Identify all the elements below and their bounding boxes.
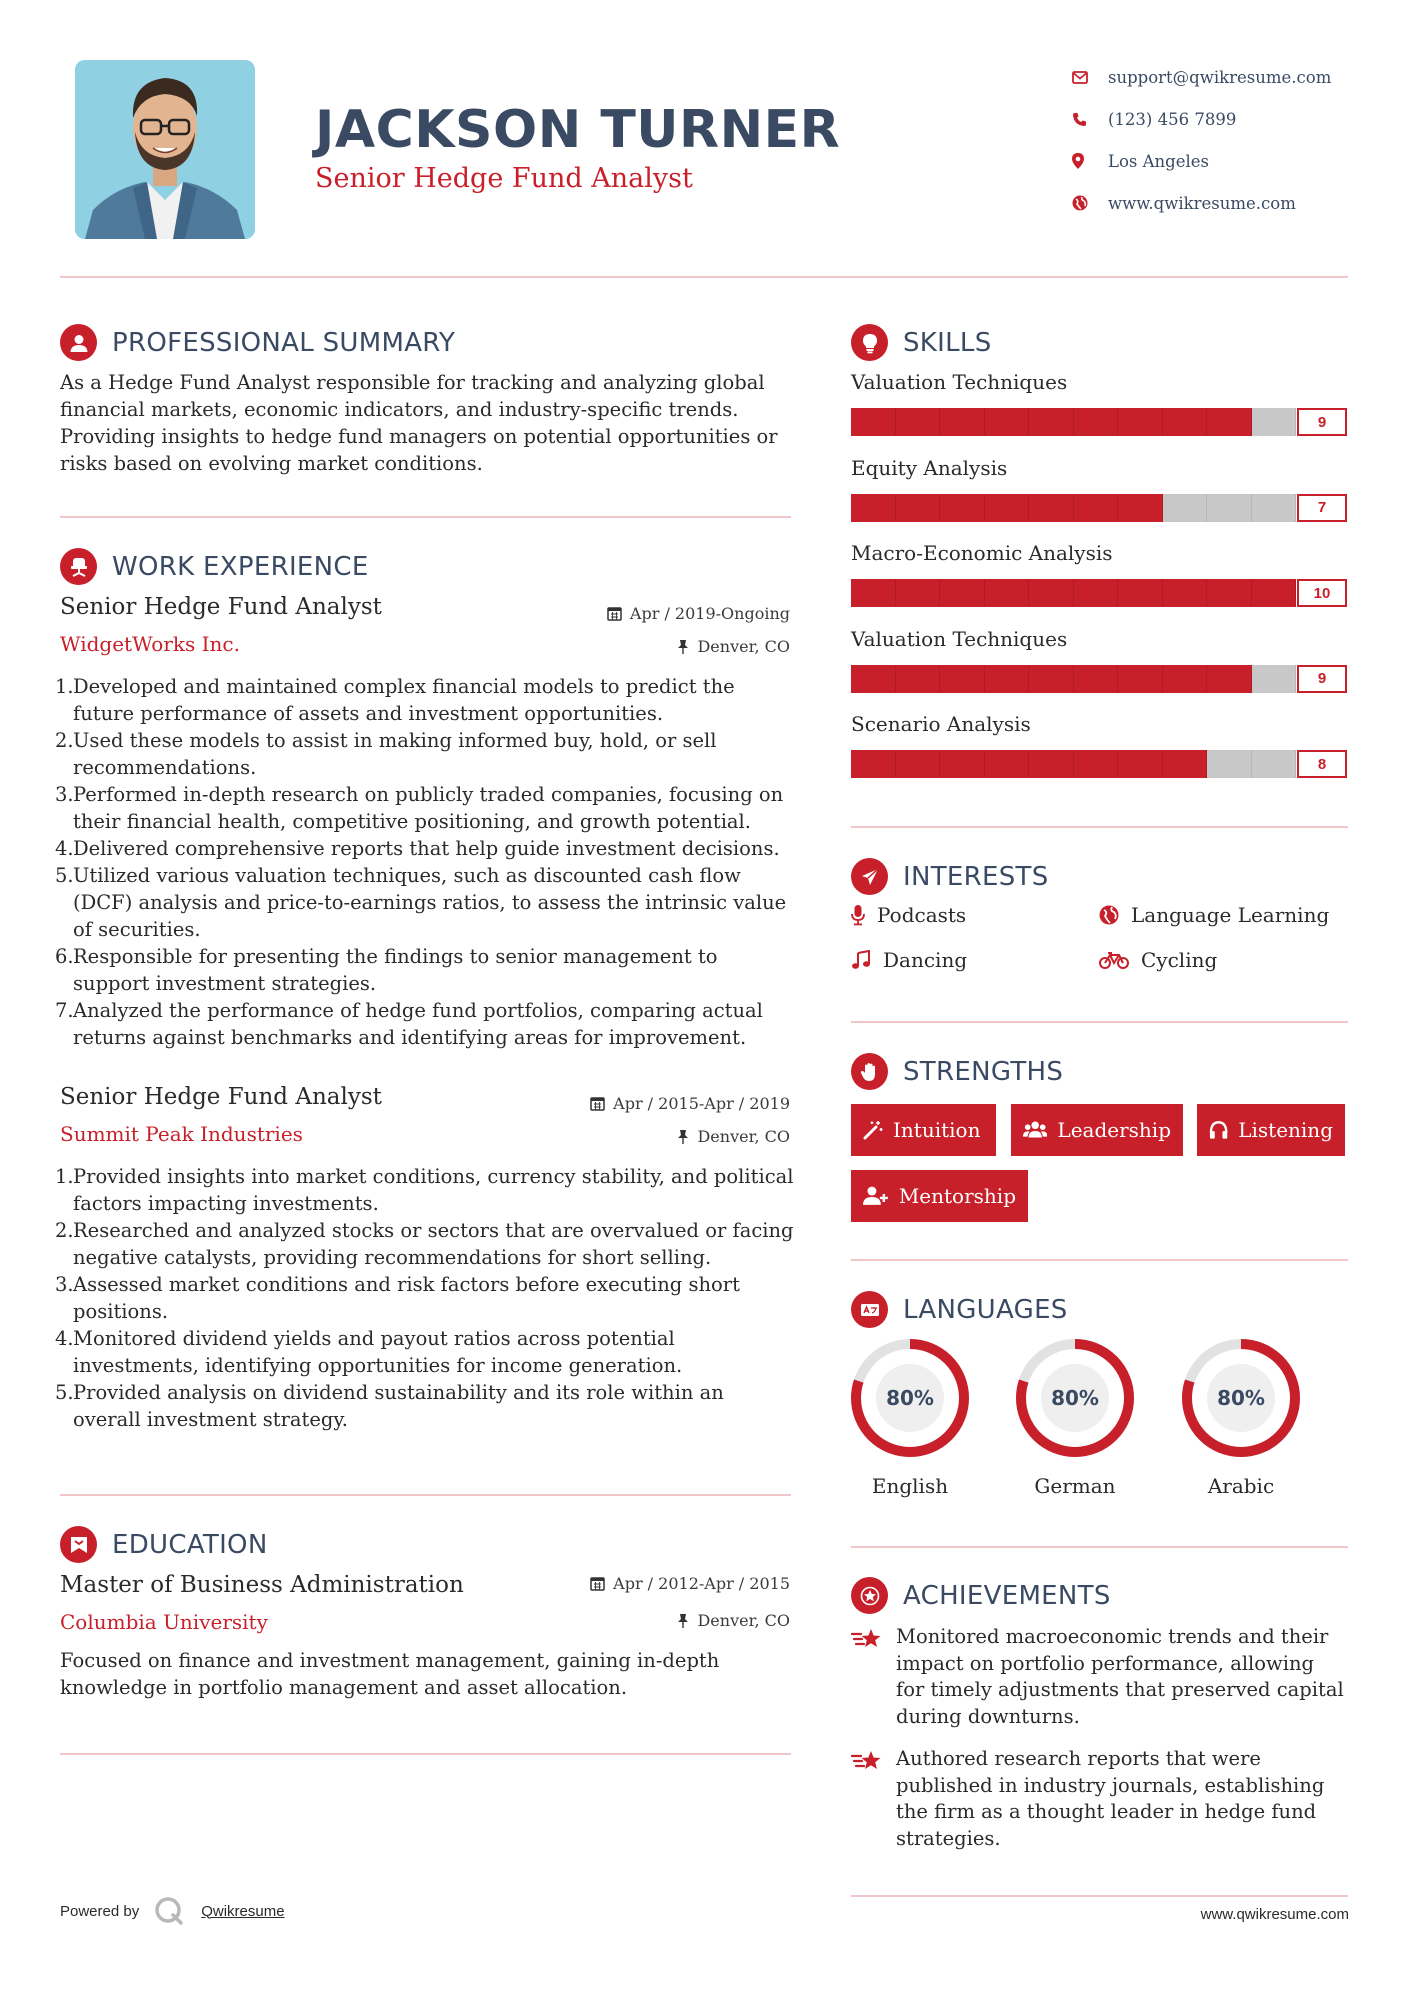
interests-heading: INTERESTS	[903, 861, 1049, 892]
skill-label: Valuation Techniques	[851, 626, 1068, 651]
bicycle-icon	[1099, 950, 1129, 970]
strengths-header	[851, 1053, 1063, 1090]
education-header	[60, 1526, 268, 1563]
skill-bar-track	[851, 494, 1296, 522]
skill-segment-empty	[1252, 665, 1297, 693]
microphone-icon	[851, 904, 865, 926]
skill-segment-filled	[985, 579, 1030, 607]
user-plus-icon	[863, 1186, 889, 1206]
qwikresume-logo-icon	[153, 1896, 187, 1926]
skill-bar	[851, 665, 1347, 693]
interests-divider	[851, 1021, 1348, 1023]
list-item: 5. Utilized various valuation techniques, such as discounted cash flow (DCF) analysis and price-to-earnings ratios, to assess the intrinsic value of securities.	[55, 864, 787, 941]
job-1-company: WidgetWorks Inc.	[60, 632, 240, 656]
skill-segment-filled	[940, 408, 985, 436]
skill-segment-filled	[851, 750, 896, 778]
skill-segment-empty	[1252, 494, 1297, 522]
skill-bar-track	[851, 665, 1296, 693]
star-badge-icon	[851, 1577, 888, 1614]
language-ring	[848, 1336, 972, 1460]
education-location-text: Denver, CO	[697, 1611, 790, 1630]
strengths-heading: STRENGTHS	[903, 1056, 1064, 1087]
language-percent: 80%	[886, 1386, 934, 1410]
map-pin-icon	[1072, 153, 1108, 169]
education-divider	[60, 1753, 791, 1755]
profile-photo	[75, 60, 255, 239]
calendar-icon	[590, 1576, 605, 1591]
skill-segment-filled	[985, 665, 1030, 693]
skill-bar	[851, 494, 1347, 522]
skill-segment-filled	[1207, 579, 1252, 607]
interest-label: Cycling	[1141, 948, 1218, 972]
skill-segment-filled	[1118, 408, 1163, 436]
skill-segment-filled	[1118, 750, 1163, 778]
experience-divider	[60, 1494, 791, 1496]
interest-dancing	[851, 948, 967, 972]
skill-score: 7	[1297, 494, 1347, 522]
achievement-item	[851, 1746, 1351, 1852]
interest-label: Podcasts	[877, 903, 967, 927]
contact-phone[interactable]	[1072, 98, 1372, 140]
job-1-dates-text: Apr / 2019-Ongoing	[629, 604, 790, 623]
summary-text: As a Hedge Fund Analyst responsible for tracking and analyzing global financial markets, economic indicators, and industry-specific trends. Providing insights to hedge fund managers on potential opportunities or risks based on evolving market conditions.	[60, 371, 778, 475]
language-percent: 80%	[1051, 1386, 1099, 1410]
skill-score: 9	[1297, 665, 1347, 693]
candidate-title: Senior Hedge Fund Analyst	[315, 163, 693, 194]
interest-label: Language Learning	[1131, 903, 1330, 927]
job-1-bullets	[55, 673, 795, 1051]
job-1-title: Senior Hedge Fund Analyst	[60, 594, 382, 620]
interests-header	[851, 858, 1049, 895]
achievements-header	[851, 1577, 1111, 1614]
skills-divider	[851, 826, 1348, 828]
job-2-dates-text: Apr / 2015-Apr / 2019	[613, 1094, 790, 1113]
list-item: 4. Delivered comprehensive reports that help guide investment decisions.	[55, 837, 780, 860]
globe-icon	[1099, 905, 1119, 925]
skill-segment-filled	[1207, 408, 1252, 436]
skill-segment-filled	[940, 579, 985, 607]
interest-language-learning	[1099, 903, 1329, 927]
interest-label: Dancing	[883, 948, 968, 972]
job-2-title: Senior Hedge Fund Analyst	[60, 1084, 382, 1110]
skill-segment-filled	[896, 494, 941, 522]
calendar-icon	[590, 1096, 605, 1111]
skill-score: 10	[1297, 579, 1347, 607]
contact-website-text: www.qwikresume.com	[1108, 193, 1296, 213]
skill-segment-filled	[851, 408, 896, 436]
job-1-location-text: Denver, CO	[697, 637, 790, 656]
language-name: English	[871, 1474, 949, 1498]
list-item: 1. Developed and maintained complex financial models to predict the future performance of assets and investment opportunities.	[55, 675, 735, 725]
language-icon	[851, 1291, 888, 1328]
skill-segment-filled	[1074, 408, 1119, 436]
interest-cycling	[1099, 948, 1217, 972]
footer-site[interactable]: www.qwikresume.com	[1200, 1906, 1349, 1923]
language-name: German	[1034, 1474, 1116, 1498]
skill-label: Equity Analysis	[851, 455, 1008, 480]
contact-phone-text: (123) 456 7899	[1108, 109, 1237, 129]
skill-segment-filled	[1029, 665, 1074, 693]
skill-segment-filled	[940, 665, 985, 693]
job-1-location	[677, 637, 790, 656]
job-2-bullets	[55, 1163, 795, 1433]
language-ring	[1013, 1336, 1137, 1460]
skill-segment-filled	[1074, 665, 1119, 693]
skill-segment-empty	[1163, 494, 1208, 522]
strength-leadership	[1011, 1104, 1183, 1156]
skill-score: 9	[1297, 408, 1347, 436]
strength-label: Leadership	[1057, 1118, 1171, 1142]
contact-location	[1072, 140, 1372, 182]
skill-segment-filled	[1118, 665, 1163, 693]
skill-segment-filled	[1163, 750, 1208, 778]
summary-header	[60, 324, 455, 361]
skill-segment-filled	[1029, 579, 1074, 607]
strength-label: Mentorship	[898, 1184, 1016, 1208]
skill-bar-track	[851, 750, 1296, 778]
job-1-dates	[607, 604, 790, 623]
list-item: 6. Responsible for presenting the findings to senior management to support investment strategies.	[55, 945, 718, 995]
achievement-text: Authored research reports that were published in industry journals, establishing the firm as a thought leader in hedge fund strategies.	[896, 1747, 1325, 1850]
skill-segment-filled	[1029, 494, 1074, 522]
education-dates-text: Apr / 2012-Apr / 2015	[613, 1574, 790, 1593]
education-school: Columbia University	[60, 1610, 268, 1634]
envelope-icon	[1072, 71, 1108, 84]
skill-segment-filled	[1074, 494, 1119, 522]
language-ring	[1179, 1336, 1303, 1460]
skills-heading: SKILLS	[903, 327, 992, 358]
education-location	[677, 1611, 790, 1630]
list-item: 2. Researched and analyzed stocks or sectors that are overvalued or facing negative catalysts, providing recommendations for short selling.	[55, 1219, 794, 1269]
skill-segment-filled	[896, 665, 941, 693]
hand-icon	[851, 1053, 888, 1090]
contact-list	[1072, 56, 1372, 224]
skill-segment-empty	[1207, 750, 1252, 778]
magic-wand-icon	[863, 1120, 883, 1140]
achievements-divider	[851, 1895, 1348, 1897]
language-item	[1179, 1336, 1303, 1498]
job-2-location-text: Denver, CO	[697, 1127, 790, 1146]
job-2-company: Summit Peak Industries	[60, 1122, 303, 1146]
user-circle-icon	[60, 324, 97, 361]
skill-label: Macro-Economic Analysis	[851, 541, 1113, 565]
skill-score: 8	[1297, 750, 1347, 778]
experience-heading: WORK EXPERIENCE	[112, 551, 369, 582]
paper-plane-icon	[851, 858, 888, 895]
skill-segment-filled	[985, 408, 1030, 436]
powered-by-text: Powered by	[60, 1902, 140, 1920]
skill-segment-filled	[1029, 408, 1074, 436]
list-item: 1. Provided insights into market conditions, currency stability, and political factors impacting investments.	[55, 1165, 794, 1215]
skill-segment-filled	[1163, 579, 1208, 607]
achievement-text: Monitored macroeconomic trends and their impact on portfolio performance, allowing for timely adjustments that preserved capital during downturns.	[896, 1625, 1344, 1728]
strength-intuition	[851, 1104, 996, 1156]
skill-segment-empty	[1207, 494, 1252, 522]
skill-segment-filled	[1163, 408, 1208, 436]
skill-segment-filled	[1252, 579, 1297, 607]
education-heading: EDUCATION	[112, 1529, 268, 1560]
achievement-item	[851, 1624, 1351, 1730]
skill-segment-filled	[1074, 750, 1119, 778]
skill-segment-filled	[851, 665, 896, 693]
strengths-divider	[851, 1259, 1348, 1261]
candidate-name: JACKSON TURNER	[315, 100, 841, 160]
skill-segment-filled	[896, 579, 941, 607]
graduation-icon	[60, 1526, 97, 1563]
language-percent: 80%	[1217, 1386, 1265, 1410]
pushpin-icon	[677, 639, 689, 654]
skill-segment-filled	[1207, 665, 1252, 693]
strength-label: Listening	[1238, 1118, 1333, 1142]
job-2-dates	[590, 1094, 790, 1113]
strength-mentorship	[851, 1170, 1028, 1222]
languages-heading: LANGUAGES	[903, 1294, 1068, 1325]
interest-podcasts	[851, 903, 966, 927]
pushpin-icon	[677, 1613, 689, 1628]
summary-heading: PROFESSIONAL SUMMARY	[112, 327, 456, 358]
shooting-star-icon	[851, 1746, 884, 1852]
footer-powered-by	[60, 1896, 285, 1926]
skill-segment-filled	[940, 494, 985, 522]
skill-segment-filled	[940, 750, 985, 778]
experience-header	[60, 548, 369, 585]
language-item	[848, 1336, 972, 1498]
skill-segment-filled	[985, 750, 1030, 778]
contact-email-text: support@qwikresume.com	[1108, 67, 1332, 87]
summary-divider	[60, 516, 791, 518]
skill-segment-filled	[1163, 665, 1208, 693]
users-icon	[1023, 1120, 1047, 1140]
skill-label: Valuation Techniques	[851, 370, 1068, 394]
strength-listening	[1197, 1104, 1345, 1156]
skill-bar	[851, 750, 1347, 778]
skill-bar	[851, 579, 1347, 607]
education-text: Focused on finance and investment management, gaining in-depth knowledge in portfolio management and asset allocation.	[60, 1649, 720, 1699]
shooting-star-icon	[851, 1624, 884, 1730]
skills-header	[851, 324, 992, 361]
list-item: 2. Used these models to assist in making informed buy, hold, or sell recommendations.	[55, 729, 717, 779]
pushpin-icon	[677, 1129, 689, 1144]
globe-icon	[1072, 195, 1108, 211]
skill-segment-empty	[1252, 750, 1297, 778]
skill-bar-track	[851, 579, 1296, 607]
skill-segment-empty	[1252, 408, 1297, 436]
languages-header	[851, 1291, 1068, 1328]
job-2-location	[677, 1127, 790, 1146]
list-item: 7. Analyzed the performance of hedge fund portfolios, comparing actual returns against benchmarks and identifying areas for improvement.	[55, 999, 763, 1049]
achievements-heading: ACHIEVEMENTS	[903, 1580, 1111, 1611]
skill-segment-filled	[1029, 750, 1074, 778]
skill-segment-filled	[896, 750, 941, 778]
skill-segment-filled	[896, 408, 941, 436]
strength-label: Intuition	[893, 1118, 981, 1142]
skill-segment-filled	[1074, 579, 1119, 607]
language-name: Arabic	[1207, 1474, 1275, 1498]
skill-label: Scenario Analysis	[851, 712, 1031, 736]
language-item	[1013, 1336, 1137, 1498]
calendar-icon	[607, 606, 622, 621]
list-item: 5. Provided analysis on dividend sustainability and its role within an overall investment strategy.	[55, 1381, 724, 1431]
list-item: 3. Assessed market conditions and risk factors before executing short positions.	[55, 1273, 740, 1323]
education-dates	[590, 1574, 790, 1593]
qwikresume-link[interactable]: Qwikresume	[201, 1902, 285, 1920]
skill-segment-filled	[1118, 579, 1163, 607]
headphones-icon	[1209, 1120, 1228, 1140]
skill-segment-filled	[1118, 494, 1163, 522]
contact-website[interactable]	[1072, 182, 1372, 224]
skill-segment-filled	[851, 579, 896, 607]
education-degree: Master of Business Administration	[60, 1572, 464, 1598]
list-item: 4. Monitored dividend yields and payout ratios across potential investments, identifying opportunities for income generation.	[55, 1327, 683, 1377]
music-note-icon	[851, 950, 871, 970]
skill-bar-track	[851, 408, 1296, 436]
lightbulb-icon	[851, 324, 888, 361]
contact-location-text: Los Angeles	[1108, 151, 1209, 171]
briefcase-chair-icon	[60, 548, 97, 585]
list-item: 3. Performed in-depth research on publicly traded companies, focusing on their financial health, competitive positioning, and growth potential.	[55, 783, 784, 833]
header-divider	[60, 276, 1348, 278]
contact-email[interactable]	[1072, 56, 1372, 98]
skill-bar	[851, 408, 1347, 436]
skill-segment-filled	[851, 494, 896, 522]
phone-icon	[1072, 112, 1108, 127]
skill-segment-filled	[985, 494, 1030, 522]
languages-divider	[851, 1546, 1348, 1548]
